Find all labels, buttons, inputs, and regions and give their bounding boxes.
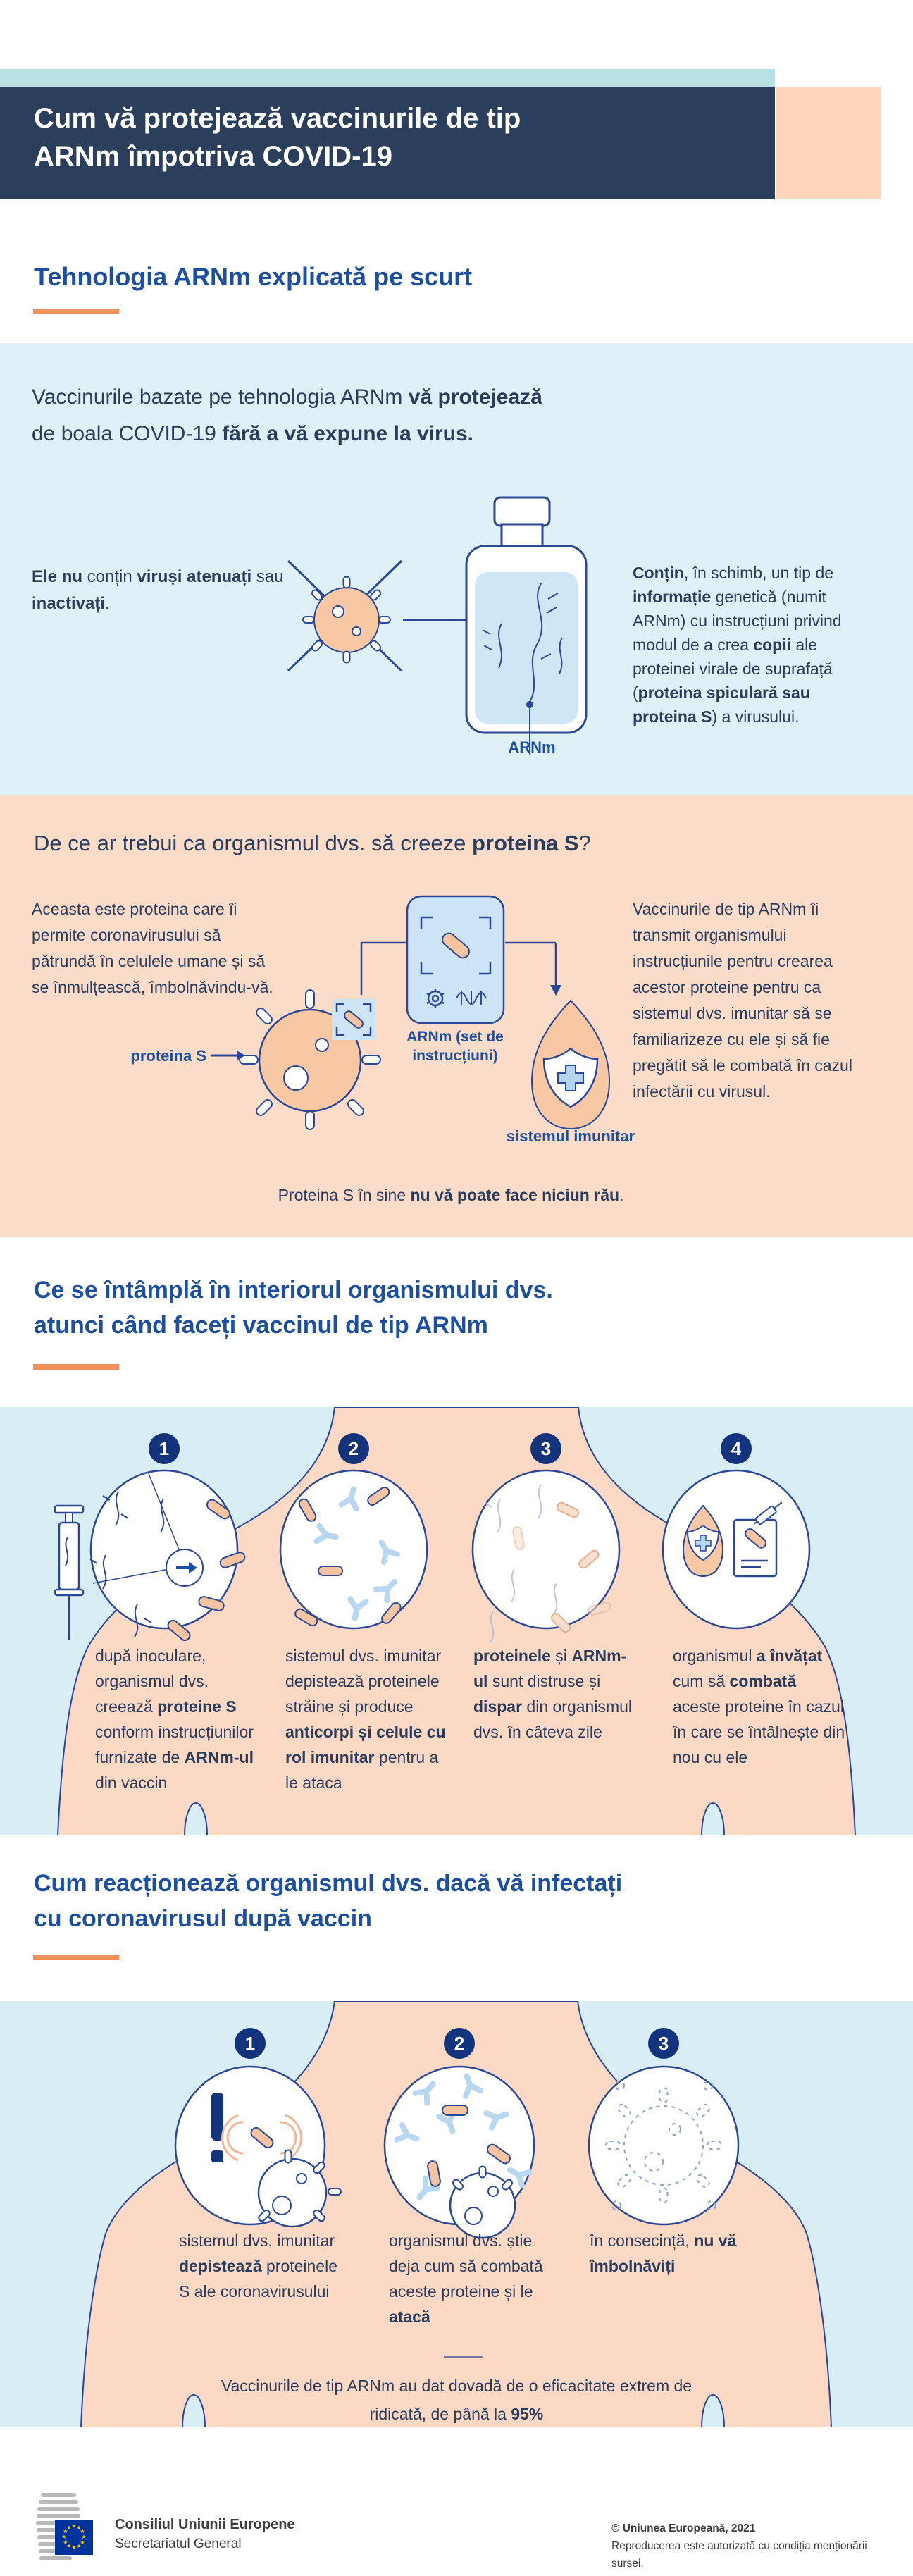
- note-divider: [444, 2356, 483, 2358]
- section3-heading: Ce se întâmplă în interiorul organismului dvs. atunci când faceți vaccinul de tip ARNm: [34, 1277, 553, 1339]
- section2-note: Proteina S în sine nu vă poate face niciun rău.: [278, 1186, 624, 1204]
- svg-text:★: ★: [71, 2523, 77, 2529]
- step-text-2: organismul dvs. știe deja cum să combată aceste proteine și le atacă: [389, 2231, 543, 2326]
- immune-system-label: sistemul imunitar: [506, 1127, 635, 1145]
- header-peach-block: [776, 87, 881, 199]
- section4-heading: Cum reacționează organismul dvs. dacă vă infectați cu coronavirusul după vaccin: [34, 1870, 623, 1932]
- footer-license: Reproducerea este autorizată cu condiția menționării sursei.: [611, 2540, 867, 2570]
- step-badge-1: 1: [235, 2028, 266, 2059]
- step-badge-4: 4: [721, 1433, 752, 1464]
- eu-flag-icon: [55, 2520, 93, 2555]
- crossed-virus-icon: [303, 577, 390, 663]
- header-title-box: [0, 87, 775, 199]
- section1-intro: Vaccinurile bazate pe tehnologia ARNm vă protejează de boala COVID-19 fără a vă expune la virus.: [32, 385, 542, 445]
- arnm-card-icon: [407, 896, 504, 1023]
- svg-text:★: ★: [66, 2525, 72, 2531]
- svg-text:★: ★: [66, 2543, 72, 2549]
- step-badge-3: 3: [530, 1433, 561, 1464]
- cell-circle-4: [663, 1470, 809, 1628]
- protein-s-illustration: [120, 874, 613, 1170]
- svg-text:★: ★: [76, 2543, 82, 2549]
- exclamation-icon: [211, 2093, 223, 2162]
- cell-circle-2: [280, 1470, 427, 1628]
- vial-illustration: [268, 493, 606, 761]
- contain-text: Conțin, în schimb, un tip de informație genetică (numit ARNm) cu instrucțiuni privind modul de a crea copii ale proteinei virale de suprafață (proteina spiculară sau proteina S) a virusului.: [633, 564, 842, 726]
- step-text-1: după inoculare, organismul dvs. creează proteine S conform instrucțiunilor furnizate de ARNm-ul din vaccin: [95, 1647, 254, 1792]
- svg-text:★: ★: [63, 2539, 68, 2546]
- step-badge-1: 1: [149, 1433, 180, 1464]
- step-badge-2: 2: [338, 1433, 369, 1464]
- arnm-card-label: ARNm (set de instrucțiuni): [406, 1029, 504, 1064]
- step-badge-3: 3: [648, 2028, 679, 2059]
- step-text-2: sistemul dvs. imunitar depistează proteinele străine și produce anticorpi și celule cu rol imunitar pentru a le ataca: [285, 1647, 446, 1792]
- efficacy-note: Vaccinurile de tip ARNm au dat dovadă de o eficacitate extrem de ridicată, de până la 95%: [221, 2377, 692, 2423]
- step-badge-2: 2: [444, 2028, 475, 2059]
- section3-accent-dash: [33, 1364, 119, 1370]
- protein-s-label: proteina S: [130, 1047, 206, 1065]
- step-text-1: sistemul dvs. imunitar depistează proteinele S ale coronavirusului: [179, 2231, 338, 2301]
- svg-text:★: ★: [80, 2528, 85, 2534]
- step-text-3: în consecință, nu vă îmbolnăviți: [590, 2231, 737, 2275]
- dissolved-circle: [589, 2067, 738, 2224]
- shield-cross-icon: [532, 1001, 609, 1129]
- section2-right-text: Vaccinurile de tip ARNm îi transmit organismului instrucțiunile pentru crearea acestor proteine pentru ca sistemul dvs. imunitar să se familiarizeze cu ele și să fie pregătit să le combată în cazul infectării cu virusul.: [633, 900, 852, 1101]
- section4-illustration: [0, 2001, 913, 2427]
- section2-heading: De ce ar trebui ca organismul dvs. să creeze proteina S?: [34, 831, 591, 855]
- svg-text:★: ★: [80, 2539, 85, 2546]
- header-teal-bar: [0, 69, 775, 87]
- arrow-down-icon: [550, 985, 561, 996]
- footer-copyright-block: [611, 2520, 893, 2572]
- step-text-4: organismul a învățat cum să combată aceste proteine în cazul în care se întâlnește din nou cu ele: [673, 1647, 845, 1766]
- svg-text:★: ★: [81, 2534, 87, 2540]
- section4-accent-dash: [33, 1955, 119, 1960]
- footer-dept-name: Secretariatul General: [115, 2537, 242, 2551]
- no-virus-text: Ele nu conțin viruși atenuați sau inactivați.: [32, 567, 284, 613]
- section1-heading: Tehnologia ARNm explicată pe scurt: [34, 262, 473, 291]
- step-text-3: proteinele și ARNm-ul sunt distruse și dispar din organismul dvs. în câteva zile: [473, 1647, 632, 1741]
- vaccine-vial-icon: [466, 497, 586, 755]
- page-title: Cum vă protejează vaccinurile de tip ARNm împotriva COVID-19: [34, 103, 521, 172]
- section2-left-text: Aceasta este proteina care îi permite coronavirusului să pătrundă în celulele umane și să se înmulțească, îmbolnăvindu-vă.: [32, 900, 273, 996]
- vial-label: ARNm: [508, 738, 556, 756]
- footer-org-name: Consiliul Uniunii Europene: [115, 2517, 295, 2532]
- section1-accent-dash: [33, 309, 119, 314]
- svg-text:★: ★: [71, 2544, 77, 2551]
- syringe-icon: [55, 1506, 83, 1640]
- waveform-icon: [456, 991, 486, 1005]
- magnifier-brackets-icon: [332, 999, 375, 1040]
- svg-text:★: ★: [61, 2534, 67, 2540]
- footer-copyright: © Uniunea Europeană, 2021: [611, 2522, 756, 2534]
- svg-text:★: ★: [63, 2528, 68, 2534]
- svg-text:★: ★: [76, 2525, 82, 2531]
